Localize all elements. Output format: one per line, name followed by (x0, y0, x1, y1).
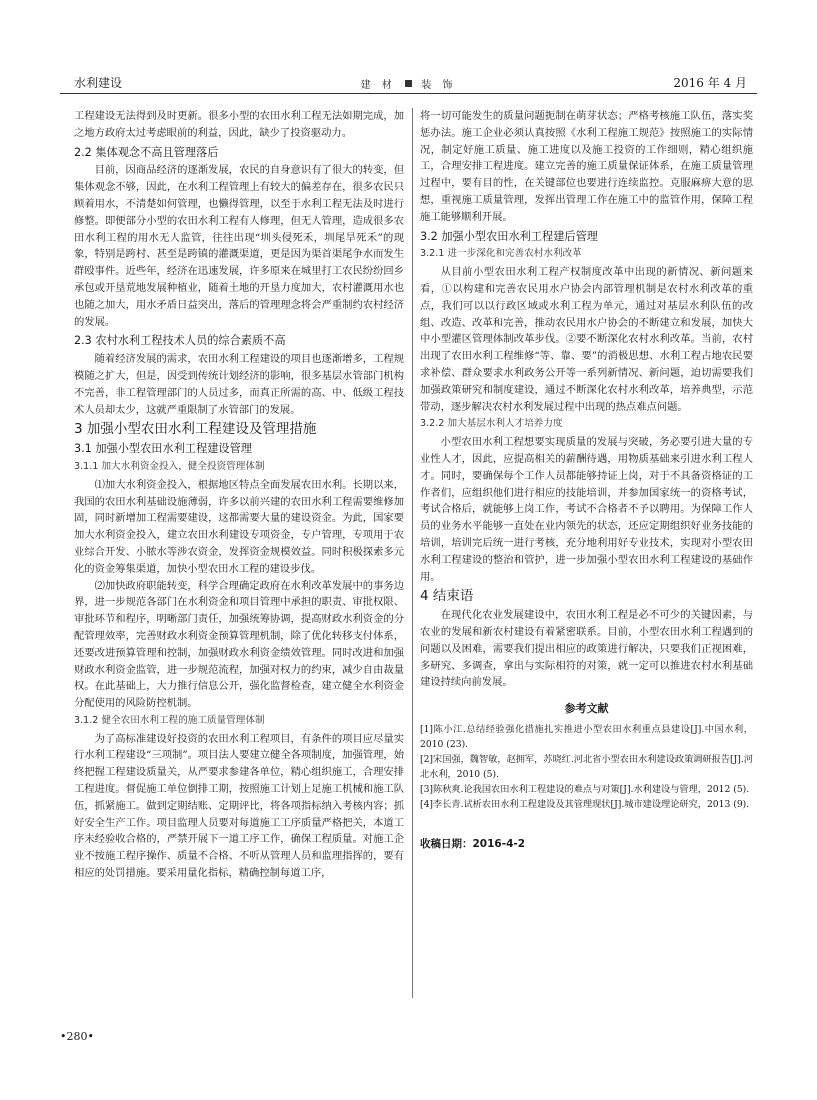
header-rule (60, 93, 757, 94)
journal-section-label: 水利建设 (74, 76, 123, 90)
reference-item: [3]陈秋爽.论我国农田水利工程建设的难点与对策[J].水利建设与管理，2012 (5). (420, 783, 750, 795)
paragraph: ⑵加快政府职能转变，科学合理确定政府在水利改革发展中的事务边界，进一步规范各部门在水利资金和项目管理中承担的职责、审批权限、审批环节和程序，明晰部门责任，加强统筹协调，提高财政水利资金的分配管理效率，完善财政水利资金预算管理机制，除了优化转移支付体系，还要改进预算管理和控制，加强财政水利资金绩效管理。同时改进和加强财政水利资金监管，进一步规范流程，加强对权力的约束，减少自由裁量权。在此基础上，大力推行信息公开，强化监督检查，建立健全水利资金分配使用的风险防控机制。 (74, 579, 404, 710)
reference-item: [2]宋国强，魏智敏，赵拥军，苏晓红.河北省小型农田水利建设政策调研报告[J].河北水利，2010 (5). (420, 753, 753, 780)
square-separator-icon (405, 80, 412, 87)
paragraph: 小型农田水利工程想要实现质量的发展与突破，务必要引进大量的专业性人才，因此，应提高相关的薪酬待遇，用物质基础来引进水利工程人才。同时，要确保每个工作人员都能够持证上岗，对于不具备资格证的工作者们，应组织他们进行相应的技能培训，并参加国家统一的资格考试，考试合格后，就能够上岗工作，考试不合格者不予以聘用。为保障工作人员的业务水平能够一直处在业内领先的状态，还应定期组织好业务技能的培训，培训完后统一进行考核，充分地利用好专业技术，实现对小型农田水利工程建设的整治和管护，进一步加强小型农田水利工程建设的基础作用。 (420, 436, 753, 583)
right-column (420, 108, 753, 853)
magazine-name-part: 装 饰 (421, 80, 457, 91)
magazine-name-part: 建 材 (360, 80, 396, 91)
received-date: 收稿日期：2016-4-2 (420, 837, 526, 850)
chapter-heading: 4 结束语 (420, 588, 474, 605)
references-title: 参考文献 (564, 702, 609, 716)
reference-item: [4]李长青.试析农田水利工程建设及其管理现状[J].城市建设理论研究，2013 (9). (420, 798, 750, 810)
paragraph: 工程建设无法得到及时更新。很多小型的农田水利工程无法如期完成，加之地方政府太过考虑眼前的利益，因此，缺少了投资驱动力。 (74, 110, 404, 139)
subsection-heading: 3.1.2 健全农田水利工程的施工质量管理体制 (74, 714, 265, 726)
issue-date: 2016 年 4 月 (673, 76, 747, 90)
section-heading: 2.3 农村水利工程技术人员的综合素质不高 (74, 334, 286, 348)
reference-item: [1]陈小江.总结经验强化措施扎实推进小型农田水利重点县建设[J].中国水利，2010 (23). (420, 723, 753, 750)
paragraph: 随着经济发展的需求，农田水利工程建设的项目也逐渐增多，工程规模随之扩大，但是，因受到传统计划经济的影响，很多基层水管部门机构不完善，非工程管理部门的人员过多，而真正所需的高、中、低级工程技术人员却太少，这就严重限制了水管部门的发展。 (74, 353, 404, 416)
paragraph: 将一切可能发生的质量问题扼制在萌芽状态；严格考核施工队伍，落实奖惩办法。施工企业必须认真按照《水利工程施工规范》按照施工的实际情况，制定好施工质量、施工进度以及施工投资的工作细则，精心组织施工，合理安排工程进度。建立完善的施工质量保证体系，在施工质量管理过程中，要有目的性，在关键部位也要进行连续监控。克服麻痹大意的思想，重视施工质量管理，发挥出管理工作在施工中的监管作用，保障工程施工能够顺利开展。 (420, 110, 753, 223)
paragraph: 目前，因商品经济的逐渐发展，农民的自身意识有了很大的转变，但集体观念不够，因此，在水利工程管理上有较大的偏差存在，很多农民只顾着用水，不清楚如何管理，也懒得管理，以至于水利工程无法及时进行修整。即便部分小型的农田水利工程有人修理，但无人管理，造成很多农田水利工程的用水无人监管，往往出现“圳头侵死禾，圳尾旱死禾”的现象，特别是跨村、甚至是跨镇的灌溉渠道，更是因为渠首渠尾争水而发生群殴事件。近些年，经济在迅速发展，许多原来在城里打工农民纷纷回乡承包或开垦荒地发展种植业，随着土地的开垦力度加大，农村灌溉用水也也随之加大，用水矛盾日益突出，落后的管理理念将会严重制约农村经济的发展。 (74, 164, 404, 328)
section-heading: 3.1 加强小型农田水利工程建设管理 (74, 442, 252, 456)
section-heading: 3.2 加强小型农田水利工程建后管理 (420, 229, 598, 243)
subsection-heading: 3.2.1 进一步深化和完善农村水利改革 (420, 248, 582, 260)
paragraph: 从目前小型农田水利工程产权制度改革中出现的新情况、新问题来看，①以构建和完善农民用水户协会内部管理机制是农村水利改革的重点，我们可以以行政区域或水利工程为单元，通过对基层水利队伍的改组、改造、改革和完善，推动农民用水户协会的不断建立和发展，加快大中小型灌区管理体制改革步伐。②要不断深化农村水利改革。当前，农村出现了农田水利工程维修“等、靠、要”的消极思想、水利工程占地农民要求补偿、群众要求水利政务公开等一系列新情况、新问题，迫切需要我们加强政策研究和制度建设，通过不断深化农村水利改革，培养典型，示范带动，逐步解决农村水利发展过程中出现的热点难点问题。 (420, 266, 753, 413)
section-heading: 2.2 集体观念不高且管理落后 (74, 145, 219, 159)
subsection-heading: 3.2.2 加大基层水利人才培养力度 (420, 418, 563, 430)
page-number: •280• (60, 1030, 94, 1043)
paragraph: 在现代化农业发展建设中，农田水利工程是必不可少的关键因素，与农业的发展和新农村建设有着紧密联系。目前，小型农田水利工程遇到的问题以及困难，需要我们提出相应的政策进行解决，只要我们正视困难，多研究、多调查，拿出与实际相符的对策，就一定可以推进农村水利基础建设持续向前发展。 (420, 609, 753, 689)
left-column (74, 108, 404, 882)
paragraph: ⑴加大水利资金投入，根据地区特点全面发展农田水利。长期以来，我国的农田水利基础设施薄弱，许多以前兴建的农田水利工程需要维修加固，同时新增加工程需要建设，这都需要大量的建设资金。为此，国家要加大水利资金投入，建立农田水利建设专项资金，专户管理，专项用于农业综合开发、小脓水等涉农资金，发挥资金规模效益。同时积极探索多元化的资金筹集渠道，加快小型农田水工程的建设步伐。 (74, 478, 404, 575)
running-header (60, 58, 757, 94)
paragraph: 为了高标准建设好投资的农田水利工程项目，有条件的项目应尽量实行水利工程建设“三项制”。项目法人要建立健全各项制度，加强管理，始终把握工程建设质量关，从严要求参建各单位，精心组织施工，合理安排工程进度。督促施工单位倒排工期，按照施工计划上足施工机械和施工队伍，抓紧施工。做到定期结账、定期评比，将各项指标纳入考核内容；抓好安全生产工作。项目监理人员要对每道施工工序质量严格把关，本道工序未经验收合格的，严禁开展下一道工序工作，确保工程质量。对施工企业不按施工程序操作、质量不合格、不听从管理人员和监理指挥的，要有相应的处罚措施。要采用量化指标，精确控制每道工序， (74, 732, 404, 880)
column-divider (412, 108, 413, 998)
magazine-name (60, 76, 757, 91)
chapter-heading: 3 加强小型农田水利工程建设及管理措施 (74, 421, 317, 438)
subsection-heading: 3.1.1 加大水利资金投入，健全投资管理体制 (74, 460, 265, 472)
